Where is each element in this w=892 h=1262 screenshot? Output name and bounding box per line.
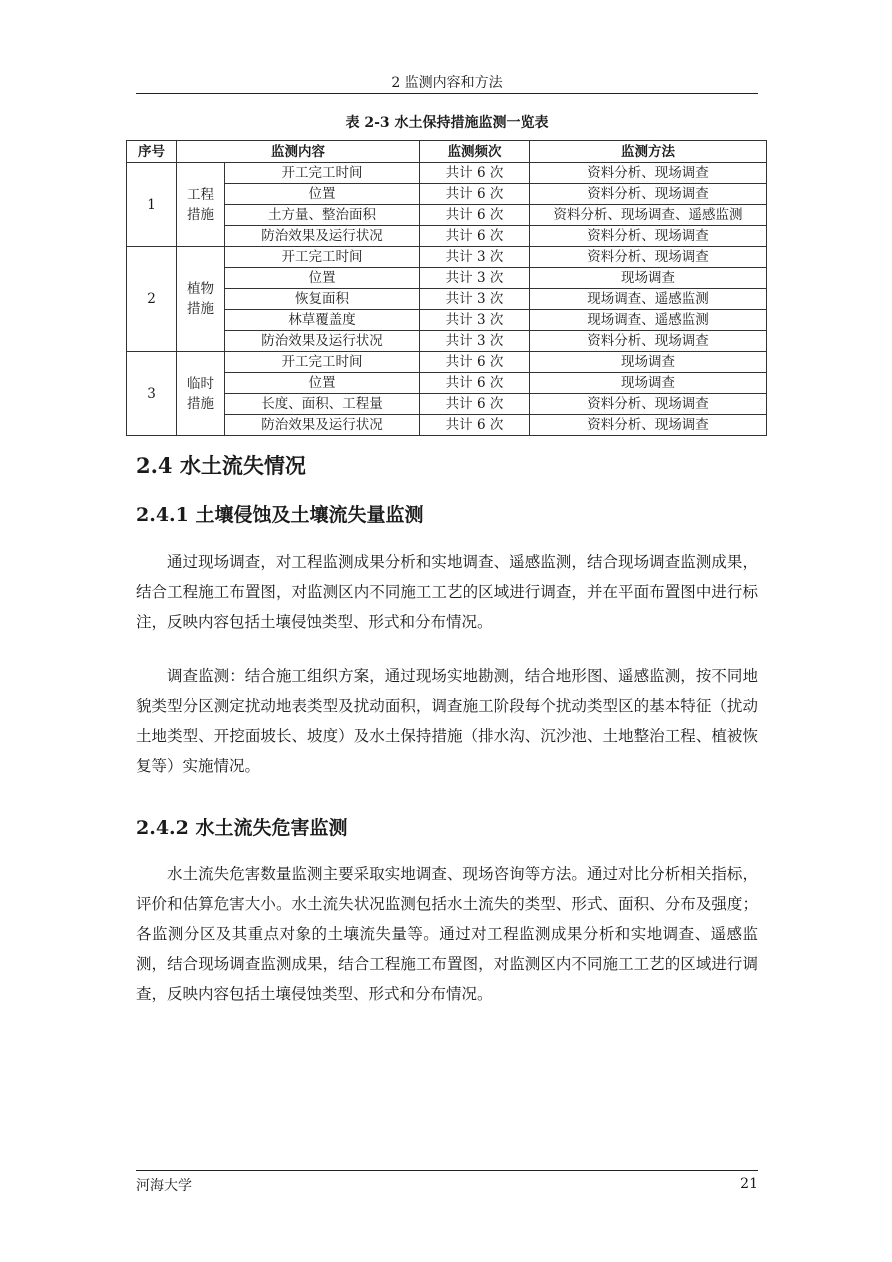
monitoring-item: 防治效果及运行状况 (225, 226, 420, 247)
column-header-no: 序号 (127, 141, 177, 163)
monitoring-method: 资料分析、现场调查 (530, 184, 767, 205)
section-heading-2-4: 2.4 水土流失情况 (136, 453, 306, 478)
column-header-frequency: 监测频次 (420, 141, 530, 163)
monitoring-frequency: 共计 6 次 (420, 226, 530, 247)
monitoring-method: 资料分析、现场调查 (530, 394, 767, 415)
monitoring-item: 开工完工时间 (225, 352, 420, 373)
monitoring-method: 现场调查 (530, 373, 767, 394)
monitoring-measures-table (126, 140, 767, 436)
monitoring-item: 位置 (225, 373, 420, 394)
monitoring-method: 资料分析、现场调查 (530, 226, 767, 247)
paragraph: 水土流失危害数量监测主要采取实地调查、现场咨询等方法。通过对比分析相关指标，评价和估算危害大小。水土流失状况监测包括水土流失的类型、形式、面积、分布及强度；各监测分区及其重点对象的土壤流失量等。通过对工程监测成果分析和实地调查、遥感监测，结合现场调查监测成果，结合工程施工布置图，对监测区内不同施工工艺的区域进行调查，反映内容包括土壤侵蚀类型、形式和分布情况。 (136, 865, 758, 1003)
monitoring-method: 资料分析、现场调查、遥感监测 (530, 205, 767, 226)
monitoring-item: 位置 (225, 184, 420, 205)
monitoring-item: 长度、面积、工程量 (225, 394, 420, 415)
monitoring-frequency: 共计 6 次 (420, 415, 530, 436)
page-number: 21 (740, 1176, 758, 1192)
monitoring-frequency: 共计 6 次 (420, 184, 530, 205)
monitoring-frequency: 共计 3 次 (420, 331, 530, 352)
monitoring-method: 现场调查 (530, 352, 767, 373)
monitoring-method: 现场调查 (530, 268, 767, 289)
group-category: 植物 措施 (177, 247, 225, 352)
monitoring-item: 位置 (225, 268, 420, 289)
monitoring-item: 林草覆盖度 (225, 310, 420, 331)
footer-rule (136, 1170, 758, 1171)
monitoring-frequency: 共计 6 次 (420, 163, 530, 184)
monitoring-method: 现场调查、遥感监测 (530, 289, 767, 310)
monitoring-item: 开工完工时间 (225, 163, 420, 184)
group-number: 3 (127, 352, 177, 436)
monitoring-item: 防治效果及运行状况 (225, 331, 420, 352)
group-category: 临时 措施 (177, 352, 225, 436)
table-row (127, 352, 767, 373)
table-header-row (127, 141, 767, 163)
monitoring-method: 资料分析、现场调查 (530, 247, 767, 268)
running-header: 2 监测内容和方法 (391, 75, 503, 91)
monitoring-method: 资料分析、现场调查 (530, 331, 767, 352)
monitoring-frequency: 共计 3 次 (420, 268, 530, 289)
header-rule (136, 93, 758, 94)
monitoring-frequency: 共计 6 次 (420, 205, 530, 226)
monitoring-method: 现场调查、遥感监测 (530, 310, 767, 331)
group-category: 工程 措施 (177, 163, 225, 247)
table-row (127, 247, 767, 268)
monitoring-frequency: 共计 3 次 (420, 289, 530, 310)
group-number: 2 (127, 247, 177, 352)
monitoring-item: 开工完工时间 (225, 247, 420, 268)
monitoring-method: 资料分析、现场调查 (530, 415, 767, 436)
monitoring-frequency: 共计 3 次 (420, 310, 530, 331)
table-caption: 表 2-3 水土保持措施监测一览表 (345, 115, 549, 131)
footer-organization: 河海大学 (136, 1178, 192, 1194)
section-heading-2-4-1: 2.4.1 土壤侵蚀及土壤流失量监测 (136, 504, 424, 526)
monitoring-frequency: 共计 6 次 (420, 394, 530, 415)
monitoring-frequency: 共计 3 次 (420, 247, 530, 268)
section-heading-2-4-2: 2.4.2 水土流失危害监测 (136, 817, 348, 839)
monitoring-item: 土方量、整治面积 (225, 205, 420, 226)
monitoring-item: 防治效果及运行状况 (225, 415, 420, 436)
paragraph: 调查监测：结合施工组织方案，通过现场实地勘测，结合地形图、遥感监测，按不同地貌类型分区测定扰动地表类型及扰动面积，调查施工阶段每个扰动类型区的基本特征（扰动土地类型、开挖面坡长、坡度）及水土保持措施（排水沟、沉沙池、土地整治工程、植被恢复等）实施情况。 (136, 667, 758, 775)
table-row (127, 163, 767, 184)
column-header-method: 监测方法 (530, 141, 767, 163)
paragraph: 通过现场调查，对工程监测成果分析和实地调查、遥感监测，结合现场调查监测成果，结合工程施工布置图，对监测区内不同施工工艺的区域进行调查，并在平面布置图中进行标注，反映内容包括土壤侵蚀类型、形式和分布情况。 (136, 553, 758, 631)
column-header-content: 监测内容 (177, 141, 420, 163)
monitoring-frequency: 共计 6 次 (420, 352, 530, 373)
monitoring-item: 恢复面积 (225, 289, 420, 310)
group-number: 1 (127, 163, 177, 247)
monitoring-method: 资料分析、现场调查 (530, 163, 767, 184)
monitoring-frequency: 共计 6 次 (420, 373, 530, 394)
